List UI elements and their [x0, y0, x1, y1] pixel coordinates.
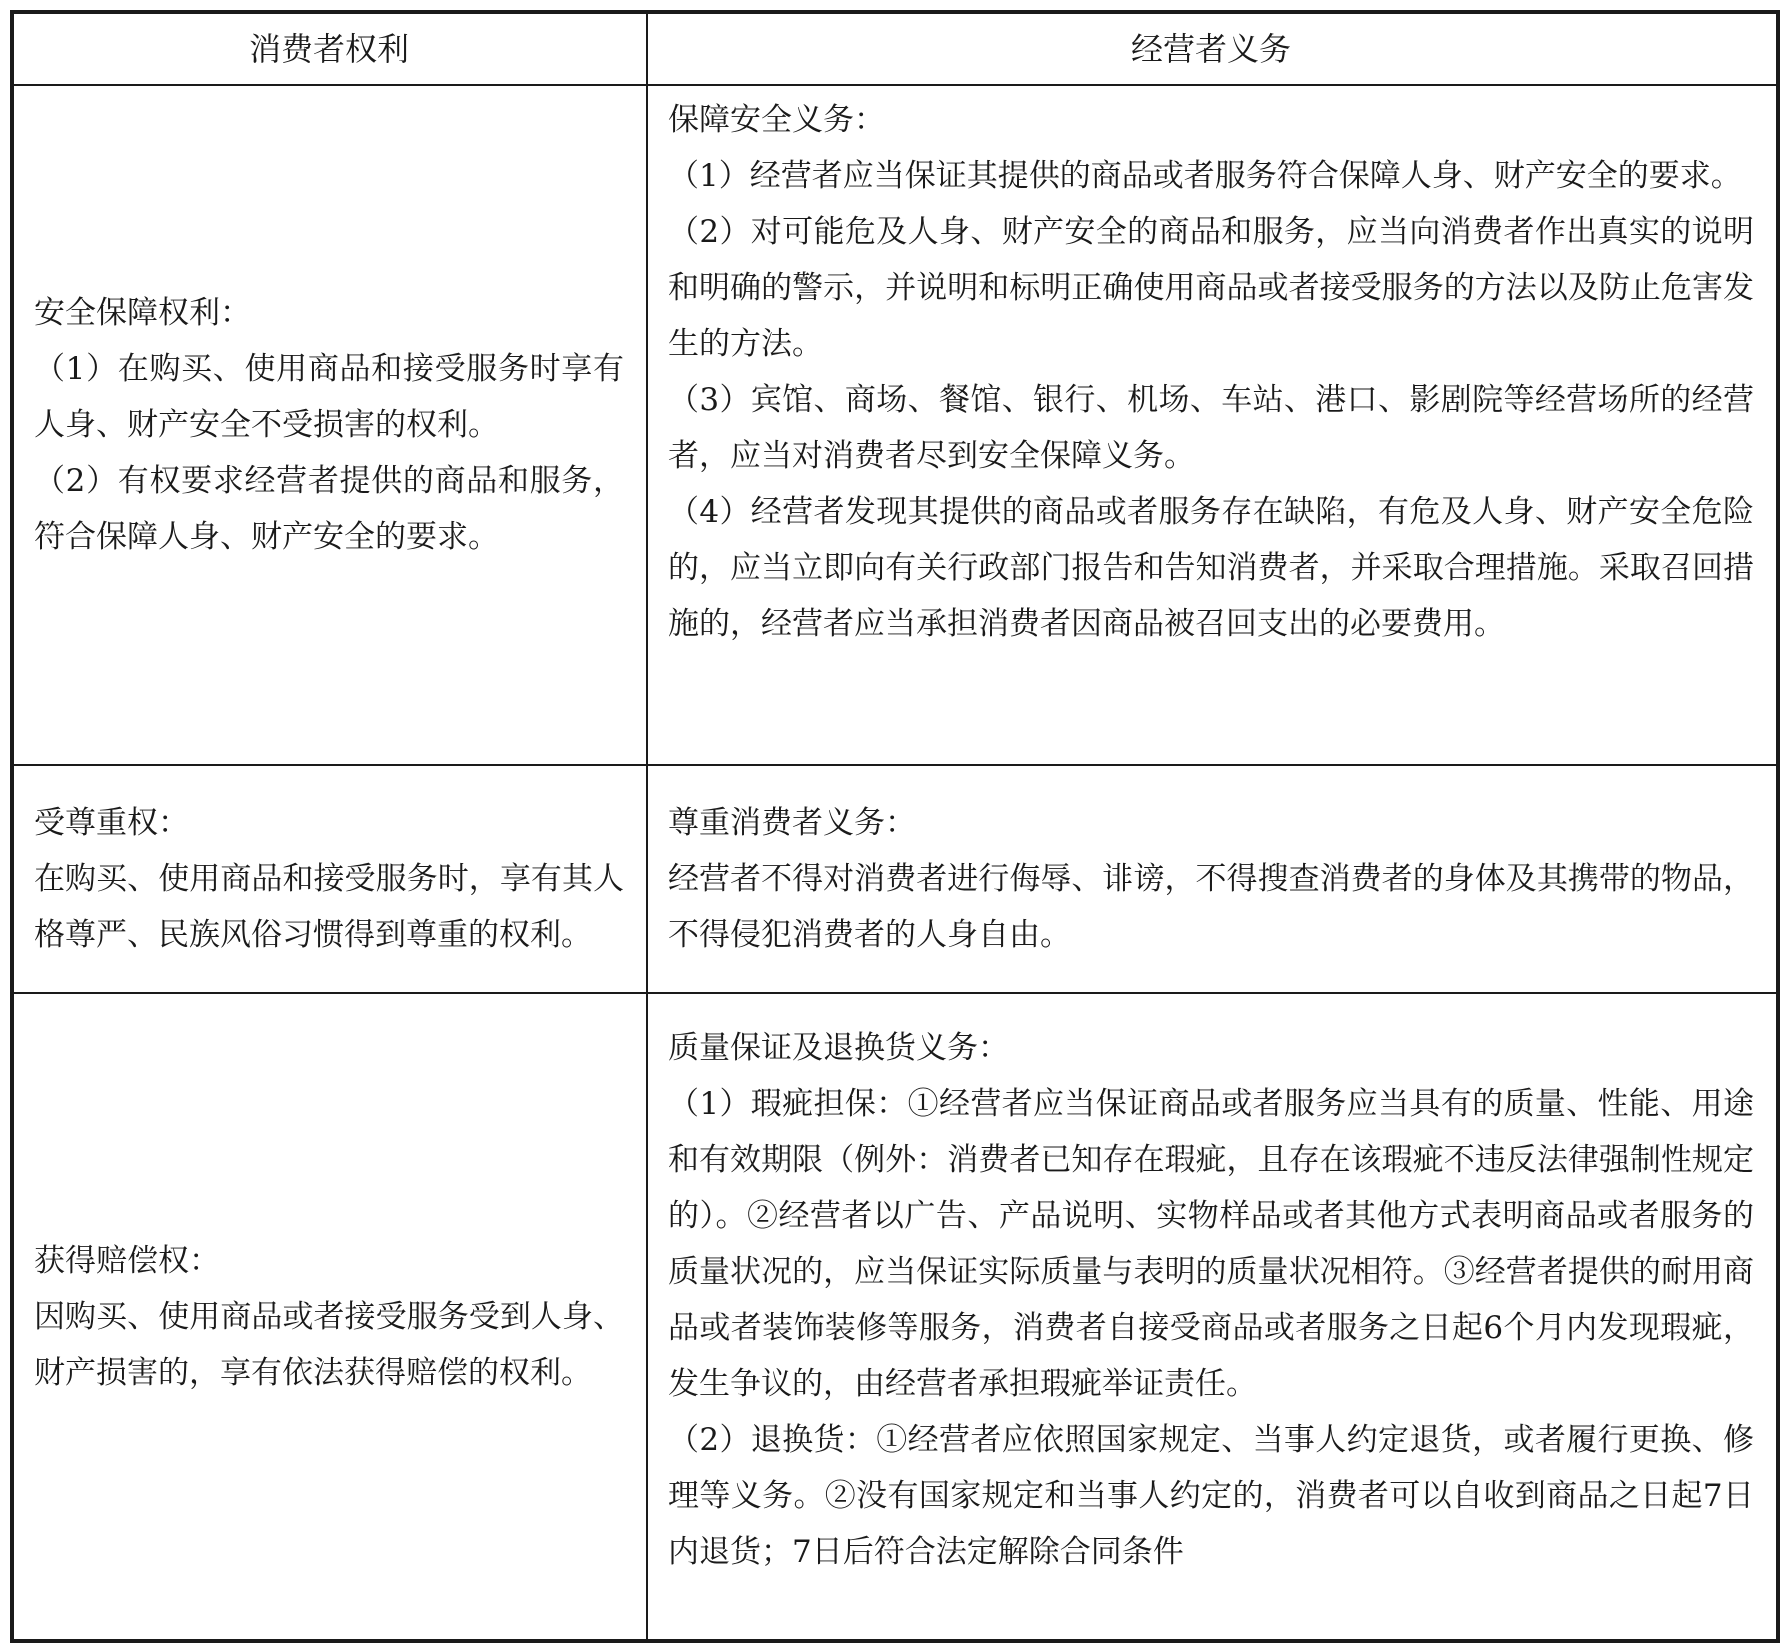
consumer-right-cell-safety — [13, 85, 647, 765]
right-paragraph: 因购买、使用商品或者接受服务受到人身、财产损害的，享有依法获得赔偿的权利。 — [34, 1298, 624, 1391]
obligation-paragraph: （2）对可能危及人身、财产安全的商品和服务，应当向消费者作出真实的说明和明确的警示，并说明和标明正确使用商品或者接受服务的方法以及防止危害发生的方法。 — [668, 214, 1754, 362]
right-paragraph: （2）有权要求经营者提供的商品和服务，符合保障人身、财产安全的要求。 — [34, 463, 624, 555]
obligation-paragraph: （1）瑕疵担保：①经营者应当保证商品或者服务应当具有的质量、性能、用途和有效期限（例外：消费者已知存在瑕疵，且存在该瑕疵不违反法律强制性规定的）。②经营者以广告、产品说明、实物样品或者其他方式表明商品或者服务的质量状况的，应当保证实际质量与表明的质量状况相符。③经营者提供的耐用商品或者装饰装修等服务，消费者自接受商品或者服务之日起6个月内发现瑕疵，发生争议的，由经营者承担瑕疵举证责任。 — [668, 1086, 1754, 1402]
obligation-paragraph: （2）退换货：①经营者应依照国家规定、当事人约定退货，或者履行更换、修理等义务。②没有国家规定和当事人约定的，消费者可以自收到商品之日起7日内退货；7日后符合法定解除合同条件 — [668, 1422, 1754, 1570]
obligation-paragraph: 经营者不得对消费者进行侮辱、诽谤，不得搜查消费者的身体及其携带的物品，不得侵犯消费者的人身自由。 — [668, 861, 1754, 953]
consumer-right-cell-respect — [13, 765, 647, 993]
obligation-paragraph: （4）经营者发现其提供的商品或者服务存在缺陷，有危及人身、财产安全危险的，应当立即向有关行政部门报告和告知消费者，并采取合理措施。采取召回措施的，经营者应当承担消费者因商品被召回支出的必要费用。 — [668, 494, 1754, 642]
right-title-compensation: 获得赔偿权： — [34, 1242, 220, 1279]
header-business-obligations: 经营者义务 — [647, 13, 1777, 85]
business-obligation-cell-respect — [647, 765, 1777, 993]
table-row — [13, 765, 1777, 993]
obligation-paragraph: （3）宾馆、商场、餐馆、银行、机场、车站、港口、影剧院等经营场所的经营者，应当对消费者尽到安全保障义务。 — [668, 382, 1754, 474]
table-row — [13, 993, 1777, 1640]
rights-obligations-table-frame — [10, 10, 1780, 1643]
right-title-respect: 受尊重权： — [34, 805, 189, 841]
table-header-row — [13, 13, 1777, 85]
table-row — [13, 85, 1777, 765]
business-obligation-cell-safety — [647, 85, 1777, 765]
obligation-title-quality: 质量保证及退换货义务： — [668, 1030, 1009, 1066]
header-consumer-rights: 消费者权利 — [13, 13, 647, 85]
obligation-title-respect: 尊重消费者义务： — [668, 805, 916, 841]
obligation-title-safety: 保障安全义务： — [668, 102, 885, 138]
right-paragraph: （1）在购买、使用商品和接受服务时享有人身、财产安全不受损害的权利。 — [34, 351, 624, 443]
business-obligation-cell-quality — [647, 993, 1777, 1640]
right-paragraph: 在购买、使用商品和接受服务时，享有其人格尊严、民族风俗习惯得到尊重的权利。 — [34, 861, 624, 953]
right-title-safety: 安全保障权利： — [34, 295, 251, 331]
obligation-paragraph: （1）经营者应当保证其提供的商品或者服务符合保障人身、财产安全的要求。 — [668, 158, 1742, 194]
consumer-right-cell-compensation — [13, 993, 647, 1640]
rights-obligations-table — [12, 12, 1778, 1641]
